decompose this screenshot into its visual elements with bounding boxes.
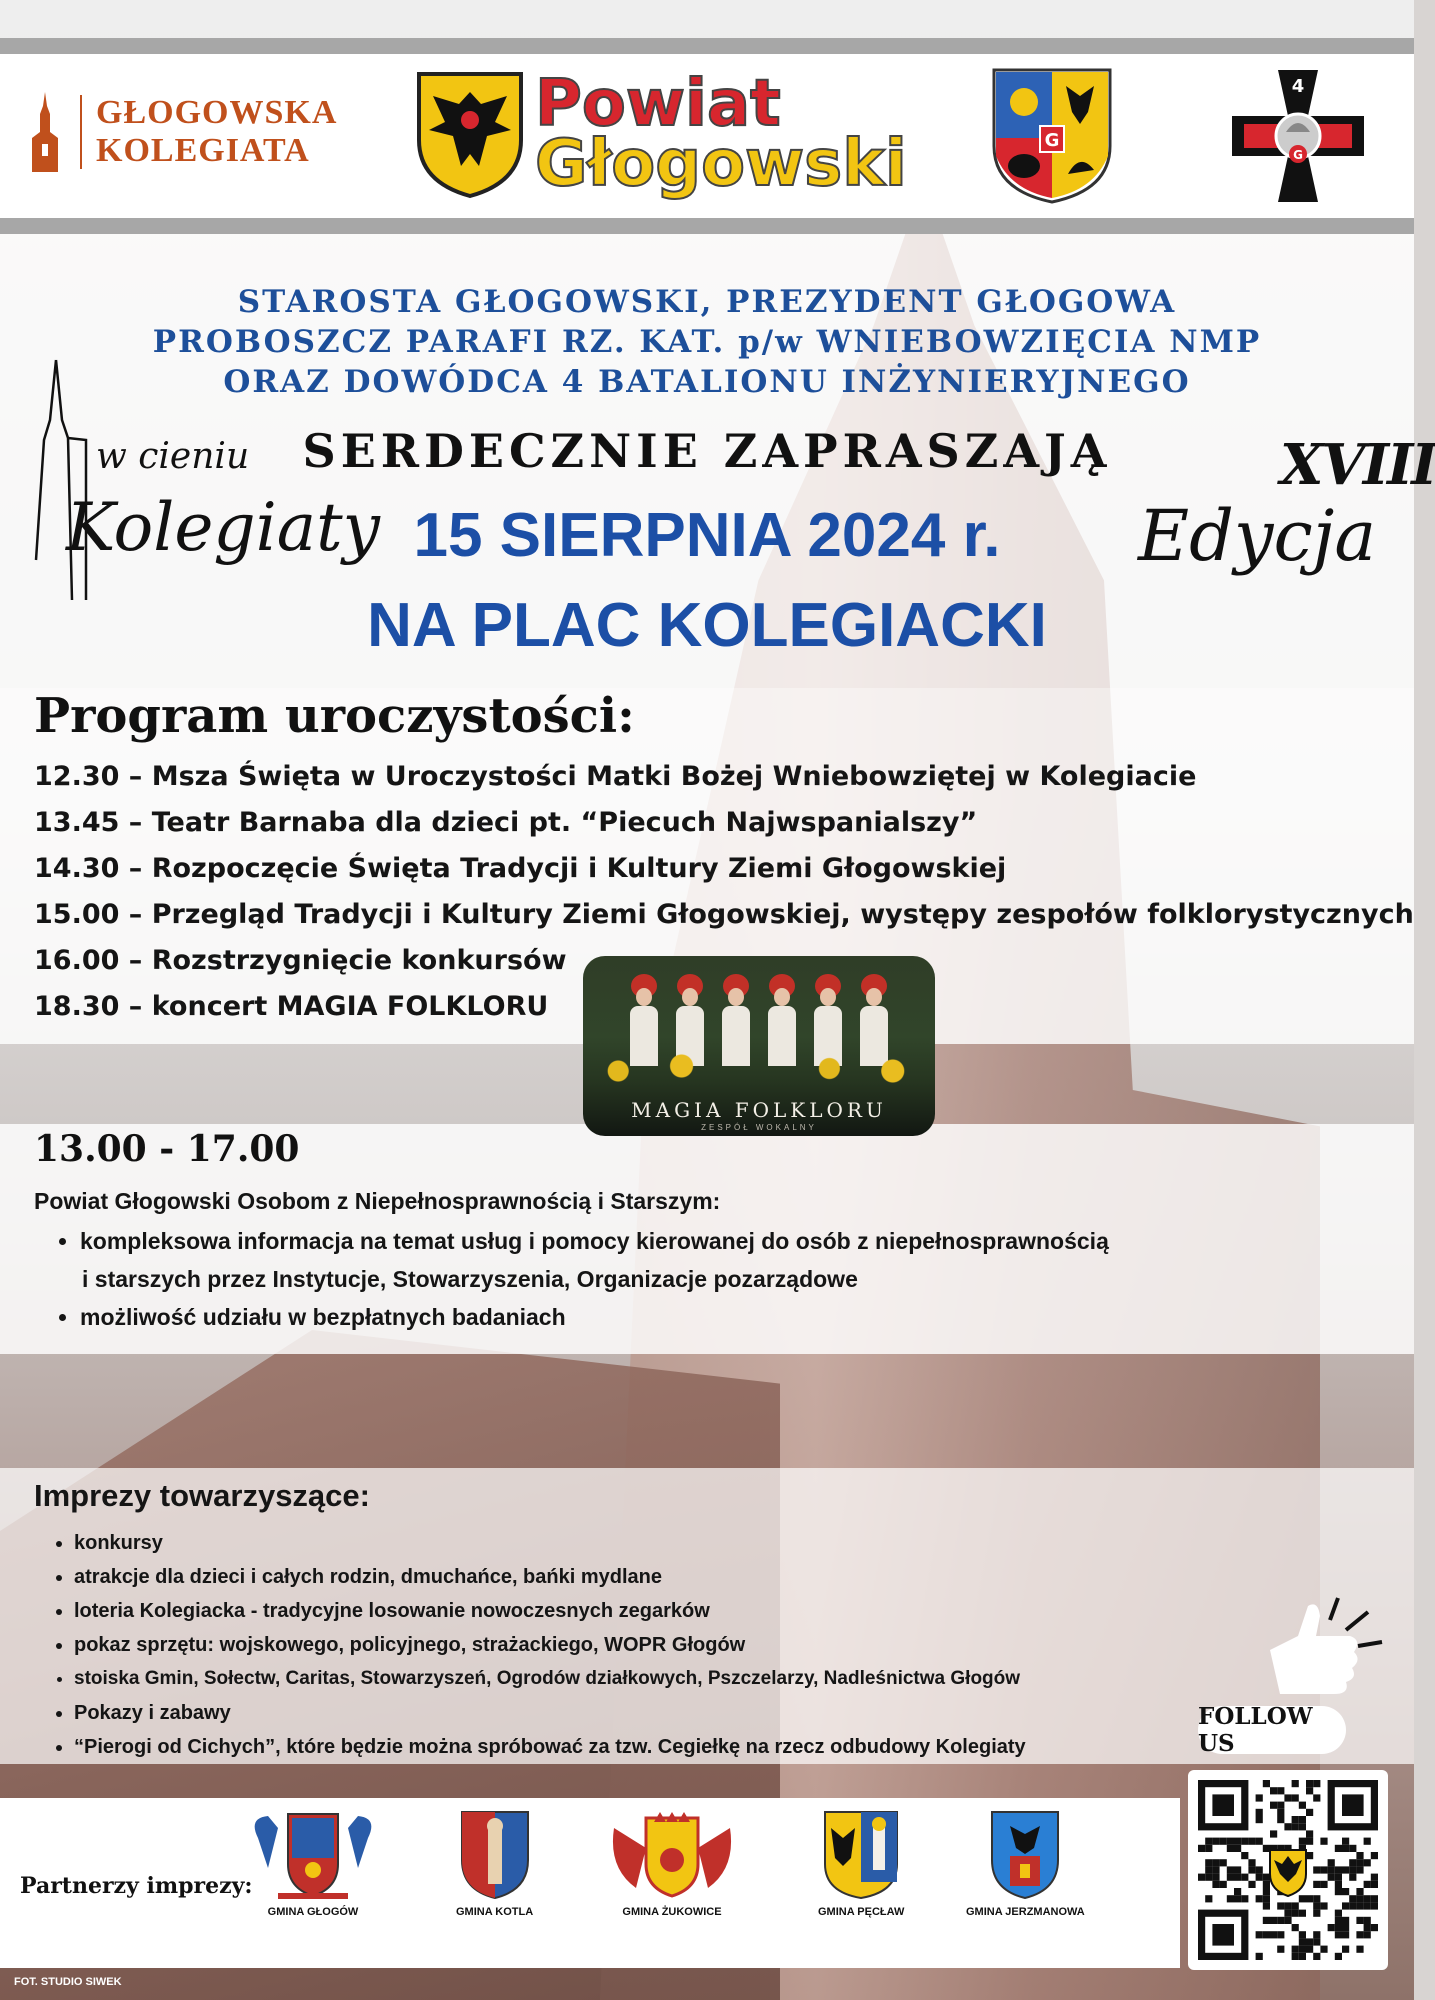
disability-bullet-text: możliwość udziału w bezpłatnych badaniach [80,1304,566,1330]
kolegiata-line-1: GŁOGOWSKA [96,94,338,131]
disability-bullets [58,1222,1109,1336]
header-logos [0,54,1414,218]
invite-heading: SERDECZNIE ZAPRASZAJĄ [302,424,1112,478]
event-place: NA PLAC KOLEGIACKI [367,591,1047,660]
program-item: 13.45 – Teatr Barnaba dla dzieci pt. “Piecuch Najwspanialszy” [34,807,978,838]
city-coat-of-arms-icon [990,66,1114,204]
program-item: 12.30 – Msza Święta w Uroczystości Matki Bożej Wniebowziętej w Kolegiacie [34,761,1197,792]
powiat-line-2: Głogowski [535,127,907,201]
qr-code[interactable] [1188,1770,1388,1970]
event-item: • pokaz sprzętu: wojskowego, policyjnego, strażackiego, WOPR Głogów [74,1628,1026,1662]
event-item: • “Pierogi od Cichych”, które będzie można spróbować za tzw. Cegiełkę na rzecz odbudowy Kolegiaty [74,1730,1026,1764]
program-item: 14.30 – Rozpoczęcie Święta Tradycji i Kultury Ziemi Głogowskiej [34,853,1007,884]
partners-label: Partnerzy imprezy: [20,1873,253,1899]
top-gray-bar [0,38,1414,54]
gmina-kotla-crest-icon [458,1808,532,1900]
event-item: • stoiska Gmin, Sołectw, Caritas, Stowarzyszeń, Ogrodów działkowych, Pszczelarzy, Nadleśnictwa Głogów [74,1662,1026,1696]
powiat-line-1: Powiat [535,67,781,141]
event-item: • atrakcje dla dzieci i całych rodzin, dmuchańce, bańki mydlane [74,1560,1026,1594]
event-date: 15 SIERPNIA 2024 r. [413,501,1001,570]
header-bottom-gray-bar [0,218,1414,234]
partner-gmina-kotla [456,1808,533,1918]
event-item: • konkursy [74,1526,1026,1560]
events-list [50,1526,1026,1764]
program-item: 18.30 – koncert MAGIA FOLKLORU [34,991,549,1022]
events-title: Imprezy towarzyszące: [34,1478,370,1513]
kolegiata-text [96,94,337,170]
battalion-number: 4 [1291,76,1305,97]
gmina-zukowice-crest-icon [606,1808,738,1900]
partner-gmina-glogow [248,1808,378,1918]
partner-gmina-zukowice [606,1808,738,1918]
disability-bullet-text: kompleksowa informacja na temat usług i pomocy kierowanej do osób z niepełnosprawnością [80,1228,1109,1254]
eagle-crest-icon [415,70,525,198]
battalion-cross-icon [1228,66,1368,206]
organizer-line: STAROSTA GŁOGOWSKI, PREZYDENT GŁOGOWA [237,284,1177,320]
kolegiata-logo [24,92,337,172]
partner-gmina-jerzmanowa [966,1808,1085,1918]
disability-time: 13.00 - 17.00 [34,1128,300,1170]
program-item: 15.00 – Przegląd Tradycji i Kultury Ziemi Głogowskiej, występy zespołów folklorystycznych [34,899,1414,930]
magia-folkloru-photo [583,956,935,1136]
photo-credit: FOT. STUDIO SIWEK [14,1976,122,1988]
gmina-peclaw-crest-icon [821,1808,901,1900]
magia-photo-title: MAGIA FOLKLORU [631,1098,887,1122]
signature-line-1: w cieniu [96,436,250,477]
follow-us-badge[interactable]: FOLLOW US [1198,1706,1346,1754]
gmina-name: GMINA GŁOGÓW [267,1906,359,1918]
kolegiata-line-2: KOLEGIATA [96,132,310,169]
disability-bullet [80,1222,1109,1298]
battalion-emblem-mark: G [1293,148,1303,162]
event-item: • loteria Kolegiacka - tradycyjne losowanie nowoczesnych zegarków [74,1594,1026,1628]
church-icon [24,92,66,172]
gmina-name: GMINA PĘCŁAW [818,1906,905,1918]
gmina-name: GMINA JERZMANOWA [966,1906,1085,1918]
disability-intro: Powiat Głogowski Osobom z Niepełnosprawnością i Starszym: [34,1188,721,1214]
program-item: 16.00 – Rozstrzygnięcie konkursów [34,945,567,976]
sunflowers [583,1046,935,1096]
partners-footer [0,1798,1180,1968]
thumbs-up-icon [1250,1590,1390,1710]
logo-divider [80,95,82,169]
edition-label: Edycja [1138,495,1377,577]
event-item: • Pokazy i zabawy [74,1696,1026,1730]
gmina-name: GMINA ŻUKOWICE [622,1906,722,1918]
disability-bullet [80,1298,1109,1336]
gmina-name: GMINA KOTLA [456,1906,534,1918]
organizer-line: PROBOSZCZ PARAFI RZ. KAT. p/w WNIEBOWZIĘCIA NMP [152,324,1262,360]
gmina-jerzmanowa-crest-icon [988,1808,1062,1900]
powiat-wordmark [535,67,907,201]
disability-bullet-text-cont: i starszych przez Instytucje, Stowarzyszenia, Organizacje pozarządowe [82,1266,858,1292]
program-title: Program uroczystości: [34,688,635,744]
coat-emblem-mark: G [1044,130,1060,151]
signature-line-2: Kolegiaty [66,489,380,566]
w-cieniu-kolegiaty-signature [16,350,380,610]
powiat-logo [415,67,907,201]
partner-gmina-peclaw [818,1808,904,1918]
gmina-glogow-crest-icon [248,1808,378,1900]
magia-photo-subtitle: ZESPÓŁ WOKALNY [701,1123,817,1132]
edition-number: XVIII [1280,432,1435,498]
organizer-line: ORAZ DOWÓDCA 4 BATALIONU INŻYNIERYJNEGO [223,364,1191,400]
